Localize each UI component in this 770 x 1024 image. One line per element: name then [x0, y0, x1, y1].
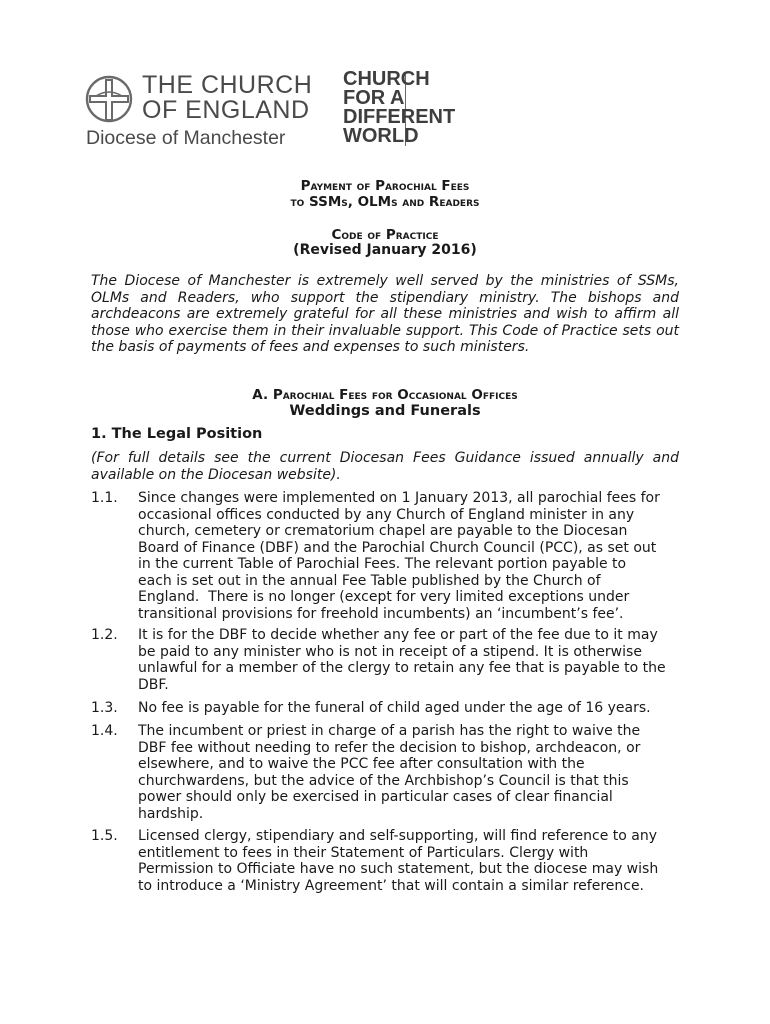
slogan-line: FOR A	[343, 87, 405, 109]
clause-1-5	[91, 828, 691, 894]
clause-number: 1.4.	[91, 723, 118, 739]
clause-number: 1.3.	[91, 700, 118, 716]
clause-line: Permission to Officiate have no such statement, but the diocese may wish	[138, 861, 659, 877]
slogan-line: CHURCH	[343, 68, 430, 90]
clause-line: occasional offices conducted by any Church of England minister in any	[138, 506, 635, 523]
coe-wordmark-line2: OF ENGLAND	[142, 96, 310, 124]
clause-line: to introduce a ‘Ministry Agreement’ that will contain a similar reference.	[138, 877, 645, 894]
coe-wordmark-line1: THE CHURCH	[142, 71, 313, 99]
legal-position-heading: 1. The Legal Position	[91, 426, 263, 442]
diocese-logo	[84, 70, 504, 150]
clause-text	[138, 828, 691, 894]
slogan	[343, 70, 455, 146]
clause-line: Licensed clergy, stipendiary and self-supporting, will find reference to any	[138, 828, 658, 844]
clause-1-3	[91, 700, 691, 717]
clause-line: England. There is no longer (except for very limited exceptions under	[138, 589, 630, 605]
clause-line: DBF.	[138, 676, 169, 693]
clause-line: It is for the DBF to decide whether any fee or part of the fee due to it may	[138, 627, 658, 643]
clause-line: DBF fee without needing to refer the decision to bishop, archdeacon, or	[138, 739, 641, 756]
clause-line: The incumbent or priest in charge of a parish has the right to waive the	[138, 723, 641, 739]
slogan-line: WORLD	[343, 125, 419, 147]
clause-line: transitional provisions for freehold incumbents) an ‘incumbent’s fee’.	[138, 605, 624, 622]
clause-line: each is set out in the annual Fee Table published by the Church of	[138, 572, 601, 589]
clause-line: power should only be exercised in particular cases of clear financial	[138, 789, 613, 805]
clause-text	[138, 700, 691, 717]
legal-position-note: (For full details see the current Diocesan Fees Guidance issued annually and available on the Diocesan website).	[91, 450, 679, 483]
section-a-heading: A. Parochial Fees for Occasional Offices	[252, 387, 518, 403]
clause-line: Since changes were implemented on 1 January 2013, all parochial fees for	[138, 490, 660, 506]
clause-line: Board of Finance (DBF) and the Parochial Church Council (PCC), as set out	[138, 539, 657, 556]
clause-number: 1.1.	[91, 490, 118, 506]
clause-1-2	[91, 627, 691, 693]
revision-date: (Revised January 2016)	[293, 242, 477, 258]
clause-line: be paid to any minister who is not in receipt of a stipend. It is otherwise	[138, 643, 642, 660]
diocese-name: Diocese of Manchester	[86, 127, 286, 149]
clause-number: 1.5.	[91, 828, 118, 844]
intro-paragraph: The Diocese of Manchester is extremely well served by the ministries of SSMs, OLMs and Readers, who support the stipendiary ministry. The bishops and archdeacons are extremely grateful for all these ministries and wish to affirm all those who exercise them in their invaluable support. This Code of Practice sets out the basis of payments of fees and expenses to such ministers.	[91, 273, 679, 355]
clause-text	[138, 723, 691, 822]
clause-1-1	[91, 490, 691, 622]
section-a-subheading: Weddings and Funerals	[289, 403, 481, 419]
clause-line: in the current Table of Parochial Fees. The relevant portion payable to	[138, 556, 627, 572]
clause-line: church, cemetery or crematorium chapel are payable to the Diocesan	[138, 523, 628, 539]
clause-line: entitlement to fees in their Statement of Particulars. Clergy with	[138, 844, 589, 861]
clause-line: hardship.	[138, 805, 204, 822]
document-title-line2: to SSMs, OLMs and Readers	[290, 194, 480, 210]
church-cross-icon	[84, 74, 134, 124]
clause-text	[138, 627, 691, 693]
clause-line: No fee is payable for the funeral of child aged under the age of 16 years.	[138, 700, 651, 716]
clause-number: 1.2.	[91, 627, 118, 643]
code-of-practice-heading: Code of Practice	[331, 227, 439, 243]
clause-1-4	[91, 723, 691, 822]
clause-line: elsewhere, and to waive the PCC fee after consultation with the	[138, 756, 585, 772]
clause-text	[138, 490, 691, 622]
document-title-line1: Payment of Parochial Fees	[300, 178, 470, 194]
clause-line: churchwardens, but the advice of the Archbishop’s Council is that this	[138, 772, 629, 789]
slogan-line: DIFFERENT	[343, 106, 456, 128]
clause-line: unlawful for a member of the clergy to retain any fee that is payable to the	[138, 660, 666, 676]
